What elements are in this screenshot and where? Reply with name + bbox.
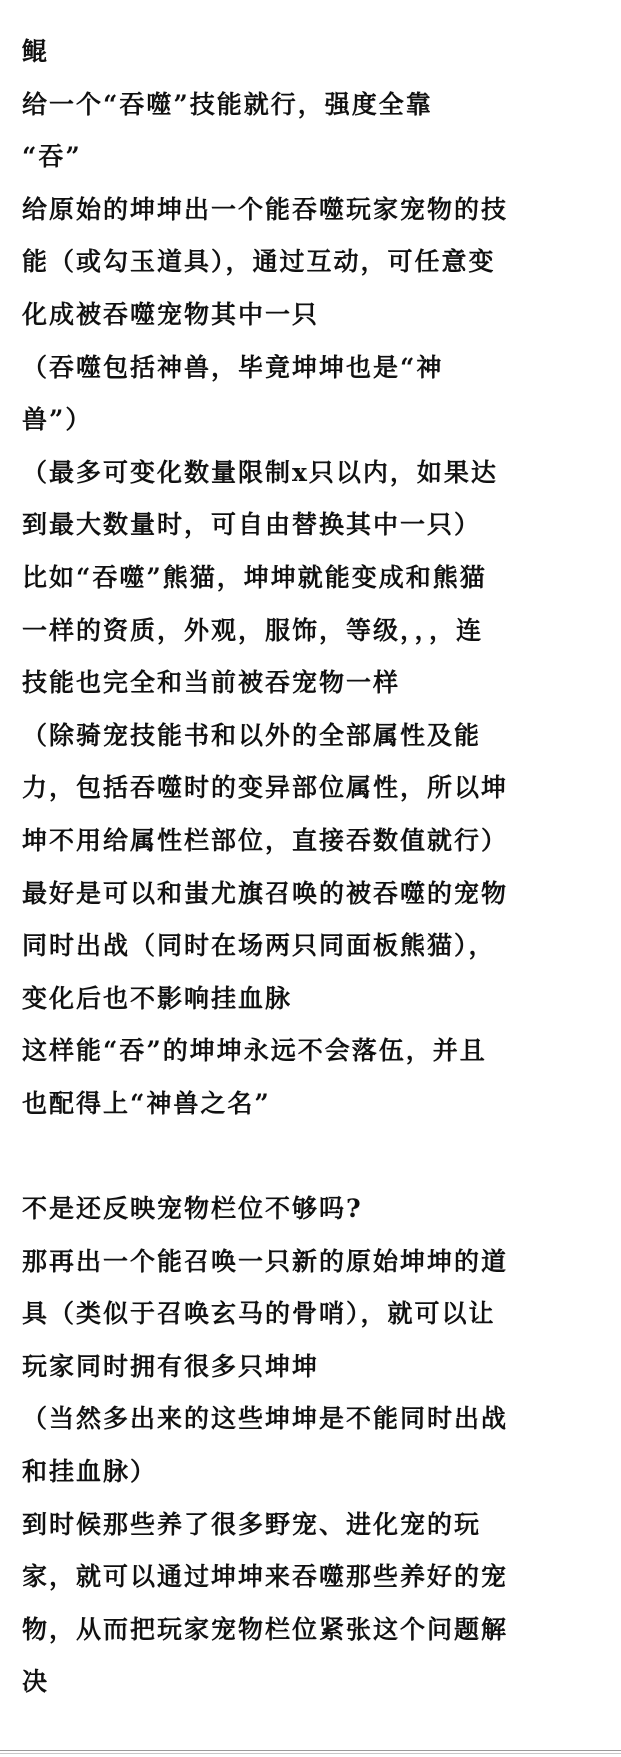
text-line: 鲲 (22, 37, 50, 66)
text-line: 比如“吞噬”熊猫，坤坤就能变成和熊猫 (22, 562, 487, 592)
text-line: “吞” (22, 142, 82, 172)
text-line: 技能也完全和当前被吞宠物一样 (22, 668, 401, 698)
text-line: 物，从而把玩家宠物栏位紧张这个问题解 (22, 1614, 509, 1644)
text-line: 不是还反映宠物栏位不够吗? (22, 1194, 363, 1224)
text-line: 给一个“吞噬”技能就行，强度全靠 (22, 89, 433, 119)
text-line: 具（类似于召唤玄马的骨哨），就可以让 (22, 1299, 496, 1329)
text-line: 到最大数量时，可自由替换其中一只） (22, 510, 482, 540)
document-body (22, 26, 582, 1709)
text-line: 变化后也不影响挂血脉 (22, 983, 293, 1013)
blank-line (22, 1130, 582, 1183)
text-line: （吞噬包括神兽，毕竟坤坤也是“神 (22, 352, 444, 382)
text-line: 一样的资质，外观，服饰，等级，，，连 (22, 615, 484, 645)
text-line: （当然多出来的这些坤坤是不能同时出战 (22, 1404, 509, 1434)
text-line: 玩家同时拥有很多只坤坤 (22, 1351, 320, 1381)
bottom-divider (0, 1750, 621, 1751)
bottom-divider-shadow (0, 1753, 621, 1754)
text-line: 能（或勾玉道具），通过互动，可任意变 (22, 247, 496, 277)
text-line: 和挂血脉） (22, 1457, 158, 1487)
text-line: 决 (22, 1667, 50, 1697)
text-line: 那再出一个能召唤一只新的原始坤坤的道 (22, 1246, 509, 1276)
text-line: （最多可变化数量限制x只以内，如果达 (22, 457, 498, 487)
text-line: 最好是可以和蚩尤旗召唤的被吞噬的宠物 (22, 878, 509, 908)
text-line: （除骑宠技能书和以外的全部属性及能 (22, 720, 482, 750)
text-line: 力，包括吞噬时的变异部位属性，所以坤 (22, 773, 509, 803)
text-line: 给原始的坤坤出一个能吞噬玩家宠物的技 (22, 194, 509, 224)
text-line: 也配得上“神兽之名” (22, 1088, 271, 1118)
text-line: 同时出战（同时在场两只同面板熊猫）， (22, 931, 496, 961)
text-line: 家，就可以通过坤坤来吞噬那些养好的宠 (22, 1562, 509, 1592)
text-line: 化成被吞噬宠物其中一只 (22, 299, 320, 329)
text-line: 这样能“吞”的坤坤永远不会落伍，并且 (22, 1036, 487, 1066)
text-line: 兽”） (22, 405, 93, 435)
text-line: 坤不用给属性栏部位，直接吞数值就行） (22, 825, 509, 855)
text-line: 到时候那些养了很多野宠、进化宠的玩 (22, 1509, 482, 1539)
